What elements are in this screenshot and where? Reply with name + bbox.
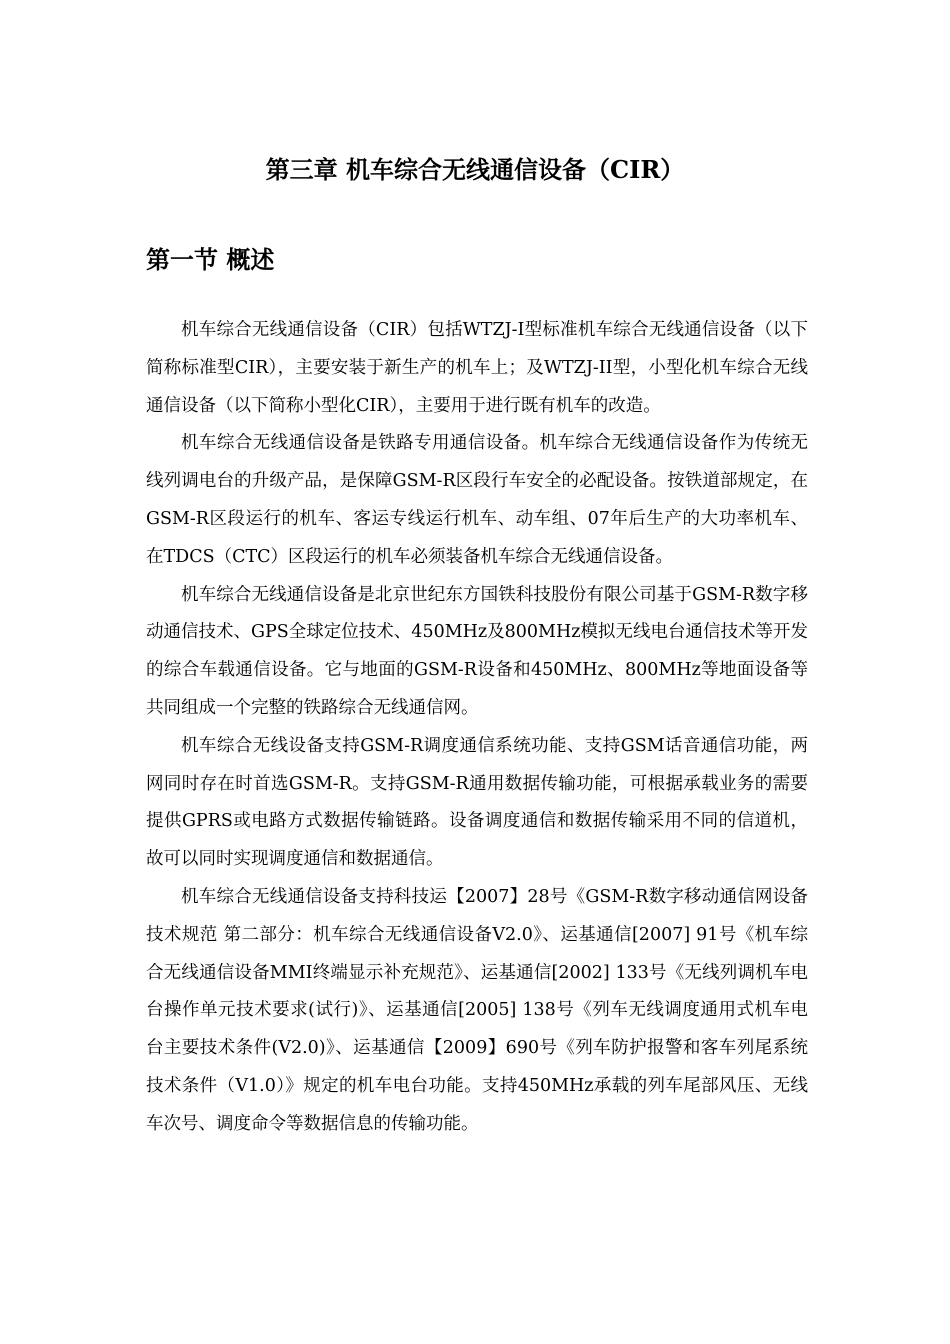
paragraph-1: 机车综合无线通信设备（CIR）包括WTZJ-I型标准机车综合无线通信设备（以下简称标准型CIR），主要安装于新生产的机车上；及WTZJ-II型，小型化机车综合无线通信设备（以下简称小型化CIR），主要用于进行既有机车的改造。 (146, 320, 808, 416)
paragraph-2: 机车综合无线通信设备是铁路专用通信设备。机车综合无线通信设备作为传统无线列调电台的升级产品，是保障GSM-R区段行车安全的必配设备。按铁道部规定，在GSM-R区段运行的机车、客运专线运行机车、动车组、07年后生产的大功率机车、在TDCS（CTC）区段运行的机车必须装备机车综合无线通信设备。 (146, 433, 808, 567)
paragraph-3: 机车综合无线通信设备是北京世纪东方国铁科技股份有限公司基于GSM-R数字移动通信技术、GPS全球定位技术、450MHz及800MHz模拟无线电台通信技术等开发的综合车载通信设备。它与地面的GSM-R设备和450MHz、800MHz等地面设备等共同组成一个完整的铁路综合无线通信网。 (146, 584, 809, 718)
paragraph-5: 机车综合无线通信设备支持科技运【2007】28号《GSM-R数字移动通信网设备技术规范 第二部分：机车综合无线通信设备V2.0》、运基通信[2007] 91号《机车综合无线通信设备MMI终端显示补充规范》、运基通信[2002] 133号《无线列调机车电台操作单元技术要求(试行)》、运基通信[2005] 138号《列车无线调度通用式机车电台主要技术条件(V2.0)》、运基通信【2009】690号《列车防护报警和客车列尾系统技术条件（V1.0）》规定的机车电台功能。支持450MHz承载的列车尾部风压、无线车次号、调度命令等数据信息的传输功能。 (146, 886, 808, 1134)
paragraph-4: 机车综合无线设备支持GSM-R调度通信系统功能、支持GSM话音通信功能，两网同时存在时首选GSM-R。支持GSM-R通用数据传输功能，可根据承载业务的需要提供GPRS或电路方式数据传输链路。设备调度通信和数据传输采用不同的信道机，故可以同时实现调度通信和数据通信。 (146, 735, 808, 870)
section-title: 第一节 概述 (146, 245, 275, 274)
body-text (146, 312, 808, 1144)
chapter-title: 第三章 机车综合无线通信设备（CIR） (265, 155, 685, 184)
